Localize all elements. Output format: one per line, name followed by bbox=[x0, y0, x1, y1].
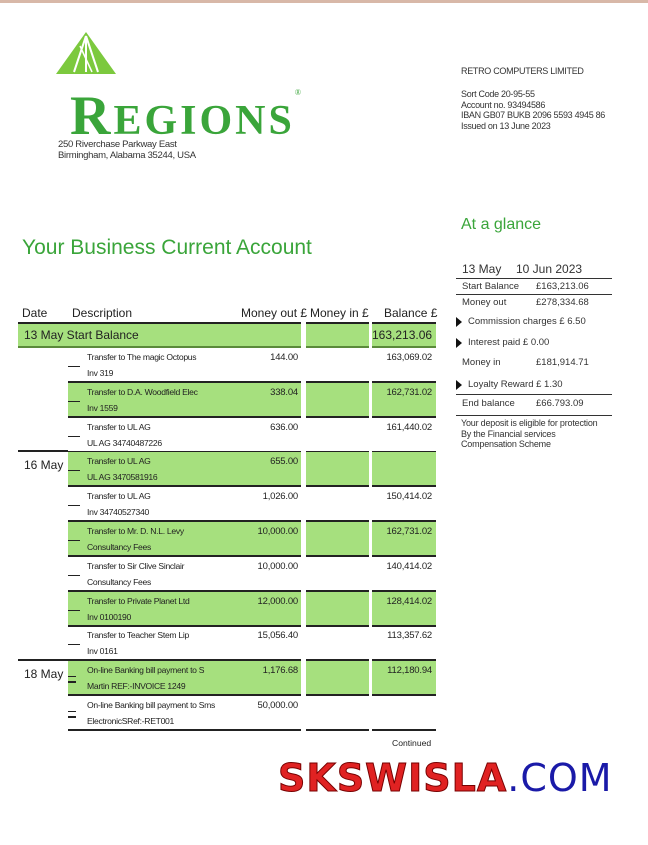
row-balance: 163,069.02 bbox=[386, 352, 432, 363]
bank-address bbox=[58, 139, 196, 161]
transfer-dash-icon bbox=[68, 610, 80, 611]
row-balance: 150,414.02 bbox=[386, 491, 432, 502]
row-reference: UL AG 34740487226 bbox=[87, 438, 162, 448]
top-border bbox=[0, 0, 648, 3]
expand-arrow-icon[interactable] bbox=[456, 338, 462, 348]
row-bg bbox=[306, 522, 369, 555]
row-divider bbox=[306, 555, 369, 557]
row-divider bbox=[372, 346, 436, 348]
row-money-out: 338.04 bbox=[270, 387, 298, 398]
row-description: On-line Banking bill payment to Sms bbox=[87, 700, 216, 710]
row-bg bbox=[306, 661, 369, 694]
row-reference: UL AG 3470581916 bbox=[87, 472, 158, 482]
watermark bbox=[278, 756, 613, 800]
row-bg bbox=[372, 452, 436, 485]
bank-name-rest: EGIONS bbox=[113, 98, 295, 144]
row-money-out: 50,000.00 bbox=[257, 700, 298, 711]
glance-commission[interactable] bbox=[456, 310, 612, 331]
row-bg bbox=[306, 383, 369, 416]
row-divider bbox=[306, 625, 369, 627]
row-description: Transfer to Private Planet Ltd bbox=[87, 596, 190, 606]
start-balance-row-value: 163,213.06 bbox=[372, 328, 433, 342]
column-description: Description bbox=[72, 306, 133, 320]
glance-period bbox=[456, 262, 612, 279]
column-money-out: Money out £ bbox=[241, 306, 308, 320]
row-divider bbox=[372, 694, 436, 696]
transfer-dash-icon bbox=[68, 540, 80, 541]
glance-summary bbox=[456, 262, 612, 416]
row-reference: Inv 319 bbox=[87, 368, 114, 378]
watermark-part1: SKSWISLA bbox=[278, 756, 508, 800]
row-money-out: 655.00 bbox=[270, 456, 298, 467]
expand-arrow-icon[interactable] bbox=[456, 380, 462, 390]
end-balance-label: End balance bbox=[462, 398, 515, 409]
issued-date: Issued on 13 June 2023 bbox=[461, 120, 551, 131]
transfer-dash-icon bbox=[68, 401, 80, 402]
row-divider bbox=[372, 416, 436, 418]
row-description: Transfer to Teacher Stem Lip bbox=[87, 630, 189, 640]
row-reference: Inv 34740527340 bbox=[87, 507, 149, 517]
expand-arrow-icon[interactable] bbox=[456, 317, 462, 327]
transfer-dash-icon bbox=[68, 470, 80, 471]
registered-mark: ® bbox=[294, 88, 304, 97]
date-divider bbox=[18, 450, 68, 452]
glance-loyalty[interactable] bbox=[456, 373, 612, 394]
row-date: 16 May bbox=[24, 458, 64, 472]
period-end: 10 Jun 2023 bbox=[516, 262, 583, 276]
transfer-dash-icon bbox=[68, 436, 80, 437]
row-reference: ElectronicSRef:-RET001 bbox=[87, 716, 175, 726]
regions-triangle-icon bbox=[56, 32, 116, 74]
interest-text: Interest paid £ 0.00 bbox=[468, 337, 550, 348]
row-money-out: 10,000.00 bbox=[257, 526, 298, 537]
bill-payment-icon bbox=[68, 711, 76, 718]
row-bg bbox=[306, 592, 369, 625]
glance-money-in bbox=[456, 352, 612, 373]
protection-line-1: Your deposit is eligible for protection bbox=[461, 418, 598, 428]
row-divider bbox=[372, 555, 436, 557]
row-balance: 162,731.02 bbox=[386, 387, 432, 398]
row-divider bbox=[306, 694, 369, 696]
transfer-dash-icon bbox=[68, 366, 80, 367]
column-date: Date bbox=[22, 306, 48, 320]
row-money-out: 144.00 bbox=[270, 352, 298, 363]
address-line-2: Birmingham, Alabama 35244, USA bbox=[58, 150, 196, 161]
row-money-out: 15,056.40 bbox=[257, 630, 298, 641]
row-money-out: 636.00 bbox=[270, 422, 298, 433]
row-divider bbox=[68, 729, 301, 731]
row-divider bbox=[372, 485, 436, 487]
row-divider bbox=[372, 729, 436, 731]
commission-text: Commission charges £ 6.50 bbox=[468, 316, 586, 327]
row-balance: 140,414.02 bbox=[386, 561, 432, 572]
money-in-value: £181,914.71 bbox=[536, 357, 589, 368]
transfer-dash-icon bbox=[68, 505, 80, 506]
transfer-dash-icon bbox=[68, 644, 80, 645]
row-divider bbox=[372, 625, 436, 627]
company-name: RETRO COMPUTERS LIMITED bbox=[461, 66, 584, 76]
date-divider bbox=[18, 659, 68, 661]
iban: IBAN GB07 BUKB 2096 5593 4945 86 bbox=[461, 110, 606, 120]
row-balance: 128,414.02 bbox=[386, 596, 432, 607]
row-description: Transfer to The magic Octopus bbox=[87, 352, 197, 362]
protection-notice bbox=[461, 418, 597, 450]
row-balance: 113,357.62 bbox=[387, 630, 432, 641]
row-description: On-line Banking bill payment to S bbox=[87, 665, 205, 675]
column-money-in: Money in £ bbox=[310, 306, 369, 320]
row-money-out: 1,176.68 bbox=[262, 665, 298, 676]
row-reference: Inv 1559 bbox=[87, 403, 118, 413]
row-reference: Inv 0100190 bbox=[87, 612, 132, 622]
row-date: 18 May bbox=[24, 667, 64, 681]
row-balance: 112,180.94 bbox=[387, 665, 432, 676]
start-balance-value: £163,213.06 bbox=[536, 281, 589, 292]
money-in-label: Money in bbox=[462, 357, 501, 368]
row-divider bbox=[306, 346, 369, 348]
glance-start-balance bbox=[456, 279, 612, 295]
row-reference: Inv 0161 bbox=[87, 646, 118, 656]
row-description: Transfer to Mr. D. N.L. Levy bbox=[87, 526, 184, 536]
glance-money-out bbox=[456, 295, 612, 310]
sort-code: Sort Code 20-95-55 bbox=[461, 89, 535, 99]
money-out-value: £278,334.68 bbox=[536, 297, 589, 308]
address-line-1: 250 Riverchase Parkway East bbox=[58, 139, 177, 150]
bank-name-initial: R bbox=[70, 85, 114, 147]
row-description: Transfer to D.A. Woodfield Elec bbox=[87, 387, 198, 397]
start-balance-label: Start Balance bbox=[462, 281, 520, 292]
start-balance-row-label: 13 May Start Balance bbox=[24, 328, 139, 342]
column-balance: Balance £ bbox=[384, 306, 438, 320]
row-description: Transfer to Sir Clive Sinclair bbox=[87, 561, 185, 571]
row-divider bbox=[306, 485, 369, 487]
end-balance-value: £66.793.09 bbox=[536, 398, 584, 409]
account-title: Your Business Current Account bbox=[22, 236, 312, 259]
row-money-out: 10,000.00 bbox=[257, 561, 298, 572]
protection-line-2: By the Financial services bbox=[461, 428, 556, 439]
glance-end-balance bbox=[456, 394, 612, 416]
protection-line-3: Compensation Scheme bbox=[461, 439, 551, 449]
row-divider bbox=[306, 729, 369, 731]
row-reference: Martin REF:-INVOICE 1249 bbox=[87, 681, 186, 691]
row-reference: Consultancy Fees bbox=[87, 577, 151, 587]
money-out-label: Money out bbox=[462, 297, 507, 308]
row-description: Transfer to UL AG bbox=[87, 422, 151, 432]
account-details bbox=[461, 89, 605, 131]
row-description: Transfer to UL AG bbox=[87, 456, 151, 466]
transfer-dash-icon bbox=[68, 575, 80, 576]
loyalty-text: Loyalty Reward £ 1.30 bbox=[468, 379, 563, 390]
row-bg bbox=[306, 452, 369, 485]
start-row-bg bbox=[306, 324, 369, 346]
account-number: Account no. 93494586 bbox=[461, 99, 546, 110]
row-description: Transfer to UL AG bbox=[87, 491, 151, 501]
glance-interest[interactable] bbox=[456, 331, 612, 352]
watermark-part2: .COM bbox=[507, 756, 613, 800]
row-balance: 162,731.02 bbox=[386, 526, 432, 537]
row-balance: 161,440.02 bbox=[386, 422, 432, 433]
bill-payment-icon bbox=[68, 676, 76, 683]
row-divider bbox=[306, 416, 369, 418]
glance-title: At a glance bbox=[461, 216, 542, 233]
continued-label: Continued bbox=[392, 738, 432, 748]
period-start: 13 May bbox=[462, 262, 502, 276]
row-money-out: 12,000.00 bbox=[257, 596, 298, 607]
row-reference: Consultancy Fees bbox=[87, 542, 151, 552]
row-money-out: 1,026.00 bbox=[262, 491, 298, 502]
